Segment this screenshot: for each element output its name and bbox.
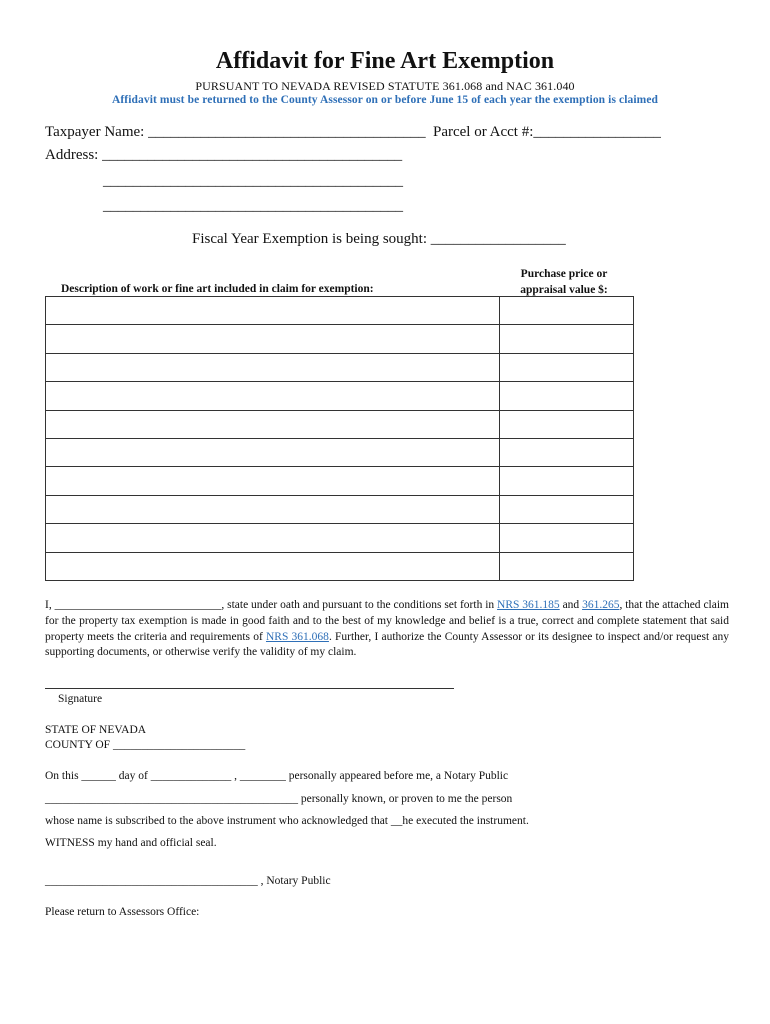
- nrs-361-185-link[interactable]: NRS 361.185: [497, 599, 560, 611]
- description-cell[interactable]: [46, 382, 500, 410]
- price-cell[interactable]: [500, 524, 634, 552]
- claims-table: [45, 296, 634, 581]
- description-cell[interactable]: [46, 438, 500, 466]
- table-row: [46, 325, 634, 353]
- notary-subscribed-line: whose name is subscribed to the above instrument who acknowledged that __he executed the instrument.: [45, 815, 529, 827]
- description-cell[interactable]: [46, 552, 500, 580]
- description-cell[interactable]: [46, 410, 500, 438]
- description-cell[interactable]: [46, 325, 500, 353]
- price-header-line-2: appraisal value $:: [520, 284, 608, 296]
- address-line-3[interactable]: ________________________________________: [103, 198, 403, 214]
- signature-line[interactable]: [45, 688, 454, 689]
- description-cell[interactable]: [46, 467, 500, 495]
- price-cell[interactable]: [500, 325, 634, 353]
- price-cell[interactable]: [500, 467, 634, 495]
- address-field[interactable]: Address: ________________________________________: [45, 147, 403, 163]
- table-row: [46, 495, 634, 523]
- description-cell[interactable]: [46, 524, 500, 552]
- page-title: Affidavit for Fine Art Exemption: [215, 48, 555, 74]
- statute-subtitle: PURSUANT TO NEVADA REVISED STATUTE 361.068 and NAC 361.040: [195, 79, 575, 93]
- statement-part-3: , that the attached claim for the property tax exemption is made in good faith and to the best of my knowledge and belief is a true, correct and complete statement that said property meets the criteria and requirements of: [45, 599, 729, 643]
- price-cell[interactable]: [500, 552, 634, 580]
- statement-part-2: and: [559, 599, 583, 611]
- table-row: [46, 467, 634, 495]
- notary-appearance-line[interactable]: On this ______ day of ______________ , ________ personally appeared before me, a Notary Public: [45, 770, 509, 782]
- statement-part-1: I, _____________________________, state under oath and pursuant to the conditions set forth in: [45, 599, 498, 611]
- price-header-line-1: Purchase price or: [520, 268, 608, 280]
- taxpayer-name-field[interactable]: Taxpayer Name: _____________________________________: [45, 124, 426, 140]
- witness-line: WITNESS my hand and official seal.: [45, 837, 217, 849]
- table-row: [46, 382, 634, 410]
- notary-known-line[interactable]: ____________________________________________ personally known, or proven to me the person: [45, 793, 513, 805]
- price-cell[interactable]: [500, 382, 634, 410]
- signature-label: Signature: [58, 693, 103, 705]
- parcel-field[interactable]: Parcel or Acct #:_________________: [433, 124, 661, 140]
- deadline-notice: Affidavit must be returned to the County Assessor on or before June 15 of each year the exemption is claimed: [111, 94, 659, 106]
- price-cell[interactable]: [500, 410, 634, 438]
- price-column-header: [498, 266, 630, 298]
- description-cell[interactable]: [46, 495, 500, 523]
- table-row: [46, 524, 634, 552]
- county-field[interactable]: COUNTY OF _______________________: [45, 739, 246, 751]
- address-line-2[interactable]: ________________________________________: [103, 173, 403, 189]
- price-cell[interactable]: [500, 438, 634, 466]
- description-column-header: Description of work or fine art included in claim for exemption:: [61, 283, 374, 295]
- nrs-361-265-link[interactable]: 361.265: [582, 599, 620, 611]
- price-cell[interactable]: [500, 495, 634, 523]
- state-label: STATE OF NEVADA: [45, 724, 147, 736]
- nrs-361-068-link[interactable]: NRS 361.068: [265, 630, 329, 643]
- table-row: [46, 438, 634, 466]
- oath-statement: [45, 598, 729, 661]
- description-cell[interactable]: [46, 353, 500, 381]
- table-row: [46, 552, 634, 580]
- notary-public-line[interactable]: _____________________________________ , Notary Public: [45, 875, 331, 887]
- return-instruction: Please return to Assessors Office:: [45, 906, 200, 918]
- fiscal-year-field[interactable]: Fiscal Year Exemption is being sought: __________________: [192, 231, 566, 247]
- table-row: [46, 410, 634, 438]
- price-cell[interactable]: [500, 297, 634, 325]
- price-cell[interactable]: [500, 353, 634, 381]
- table-row: [46, 353, 634, 381]
- table-row: [46, 297, 634, 325]
- description-cell[interactable]: [46, 297, 500, 325]
- statement-part-4: . Further, I authorize the County Assessor or its designee to inspect and/or request any supporting documents, or otherwise verify the validity of my claim.: [45, 630, 729, 659]
